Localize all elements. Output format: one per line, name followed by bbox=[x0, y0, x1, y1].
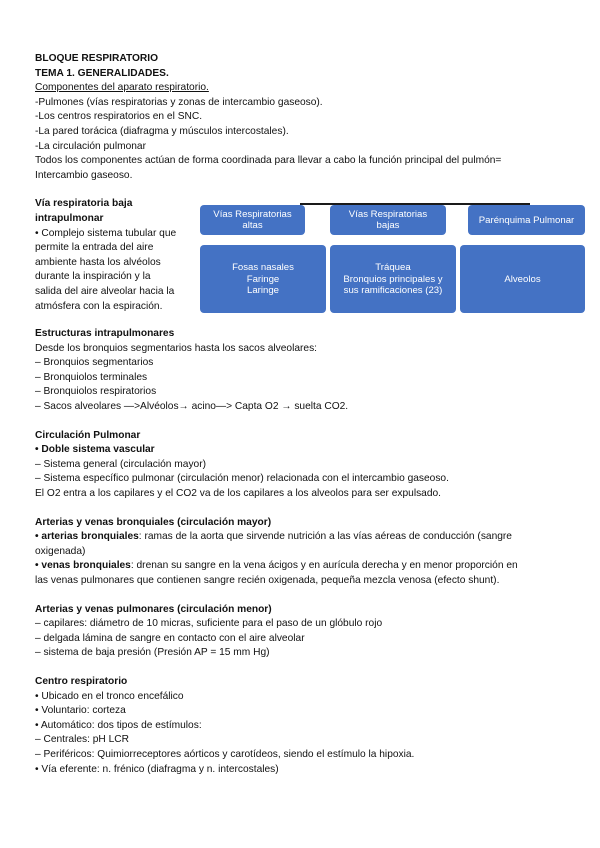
pulmonary-vessels-section bbox=[35, 603, 575, 661]
bronchial-heading: Arterias y venas bronquiales (circulación mayor) bbox=[35, 516, 272, 528]
document-page bbox=[35, 52, 575, 777]
bronchial-veins-line: las venas pulmonares que contienen sangre recién oxigenada, pequeña mezcla venosa (efecto shunt). bbox=[35, 575, 500, 586]
lower-airway-line: ambiente hasta los alvéolos bbox=[35, 256, 161, 268]
components-item: -La circulación pulmonar bbox=[35, 140, 146, 152]
veins-text: : drenan su sangre en la vena ácigos y en aurícula derecha y en menor proporción en bbox=[130, 560, 518, 572]
box-label: Parénquima Pulmonar bbox=[478, 214, 575, 226]
lower-airway-structures-box bbox=[330, 245, 456, 313]
upper-airway-structures-box bbox=[200, 245, 326, 313]
respiratory-center-heading: Centro respiratorio bbox=[35, 675, 128, 687]
box-label: sus ramificaciones (23) bbox=[343, 285, 443, 297]
box-label: Tráquea bbox=[375, 262, 411, 274]
components-item: -Pulmones (vías respiratorias y zonas de intercambio gaseoso). bbox=[35, 96, 323, 108]
topic-title: TEMA 1. GENERALIDADES. bbox=[35, 67, 169, 79]
circulation-heading: Circulación Pulmonar bbox=[35, 429, 141, 441]
intrapulmonary-item: – Bronquiolos terminales bbox=[35, 371, 148, 383]
lower-airway-line: salida del aire alveolar hacia la bbox=[35, 285, 175, 297]
bronchial-veins-line bbox=[35, 559, 575, 574]
circulation-item: El O2 entra a los capilares y el CO2 va de los capilares a los alveolos para ser expulsado. bbox=[35, 488, 442, 500]
components-heading: Componentes del aparato respiratorio. bbox=[35, 82, 209, 94]
box-label: Laringe bbox=[246, 285, 279, 297]
circulation-bullet: • Doble sistema vascular bbox=[35, 444, 155, 456]
box-label: altas bbox=[242, 220, 263, 232]
bronchial-vessels-section bbox=[35, 516, 575, 589]
components-item: -La pared torácica (diafragma y músculos intercostales). bbox=[35, 125, 289, 137]
components-summary: Todos los componentes actúan de forma coordinada para llevar a cabo la función principal del pulmón= bbox=[35, 155, 502, 167]
intrapulmonary-section bbox=[35, 327, 575, 415]
lower-airway-line: atmósfera con la espiración. bbox=[35, 300, 163, 312]
parenchyma-box bbox=[468, 205, 585, 235]
box-label: Fosas nasales bbox=[232, 262, 294, 274]
arteries-text: : ramas de la aorta que sirvende nutrición a las vías aéreas de conducción (sangre bbox=[138, 531, 512, 543]
box-label: Faringe bbox=[246, 273, 280, 285]
veins-label: • venas bronquiales bbox=[35, 560, 131, 572]
lower-airway-box bbox=[330, 205, 446, 235]
box-label: Alveolos bbox=[504, 273, 541, 285]
pulmonary-vessels-item: – capilares: diámetro de 10 micras, suficiente para el paso de un glóbulo rojo bbox=[35, 618, 383, 630]
respiratory-center-section bbox=[35, 675, 575, 777]
intrapulmonary-item: – Bronquios segmentarios bbox=[35, 357, 154, 369]
lower-airway-line: permite la entrada del aire bbox=[35, 242, 154, 254]
pulmonary-vessels-heading: Arterias y venas pulmonares (circulación menor) bbox=[35, 603, 272, 615]
box-label: Vías Respiratorias bbox=[348, 208, 428, 220]
lower-airway-heading: intrapulmonar bbox=[35, 212, 104, 224]
respiratory-center-item: – Centrales: pH LCR bbox=[35, 734, 129, 746]
respiratory-center-item: • Automático: dos tipos de estímulos: bbox=[35, 719, 202, 731]
lower-airway-line: • Complejo sistema tubular que bbox=[35, 227, 177, 239]
pulmonary-vessels-item: – sistema de baja presión (Presión AP = 15 mm Hg) bbox=[35, 647, 270, 659]
upper-airway-box bbox=[200, 205, 305, 235]
lower-airway-line: durante la inspiración y la bbox=[35, 271, 151, 283]
components-summary: Intercambio gaseoso. bbox=[35, 169, 133, 181]
respiratory-center-item: • Voluntario: corteza bbox=[35, 705, 126, 717]
block-title: BLOQUE RESPIRATORIO bbox=[35, 53, 159, 64]
box-label: bajas bbox=[376, 220, 400, 232]
box-label: Vías Respiratorias bbox=[213, 208, 292, 220]
box-label: Bronquios principales y bbox=[343, 273, 443, 285]
lower-airway-section bbox=[35, 197, 575, 314]
bronchial-arteries-line: oxigenada) bbox=[35, 545, 86, 557]
components-item: -Los centros respiratorios en el SNC. bbox=[35, 111, 203, 123]
arteries-label: • arterias bronquiales bbox=[35, 531, 139, 543]
respiratory-center-item: – Periféricos: Quimiorreceptores aórticos y carotídeos, siendo el estímulo la hipoxia. bbox=[35, 748, 415, 760]
airway-diagram bbox=[200, 203, 575, 313]
respiratory-center-item: • Vía eferente: n. frénico (diafragma y n. intercostales) bbox=[35, 763, 279, 775]
lower-airway-heading: Vía respiratoria baja bbox=[35, 198, 133, 210]
intrapulmonary-item: – Sacos alveolares —>Alvéolos→ acino—> Capta O2 → suelta CO2. bbox=[35, 401, 349, 413]
alveoli-box bbox=[460, 245, 585, 313]
intrapulmonary-intro: Desde los bronquios segmentarios hasta los sacos alveolares: bbox=[35, 342, 318, 354]
lower-airway-text bbox=[35, 197, 195, 314]
intrapulmonary-heading: Estructuras intrapulmonares bbox=[35, 328, 175, 340]
circulation-item: – Sistema general (circulación mayor) bbox=[35, 458, 206, 470]
pulmonary-circulation-section bbox=[35, 429, 575, 502]
bronchial-arteries-line bbox=[35, 530, 575, 545]
circulation-item: – Sistema específico pulmonar (circulación menor) relacionada con el intercambio gaseoso. bbox=[35, 473, 449, 485]
pulmonary-vessels-item: – delgada lámina de sangre en contacto con el aire alveolar bbox=[35, 632, 305, 644]
intrapulmonary-item: – Bronquiolos respiratorios bbox=[35, 386, 157, 398]
respiratory-center-item: • Ubicado en el tronco encefálico bbox=[35, 690, 184, 702]
